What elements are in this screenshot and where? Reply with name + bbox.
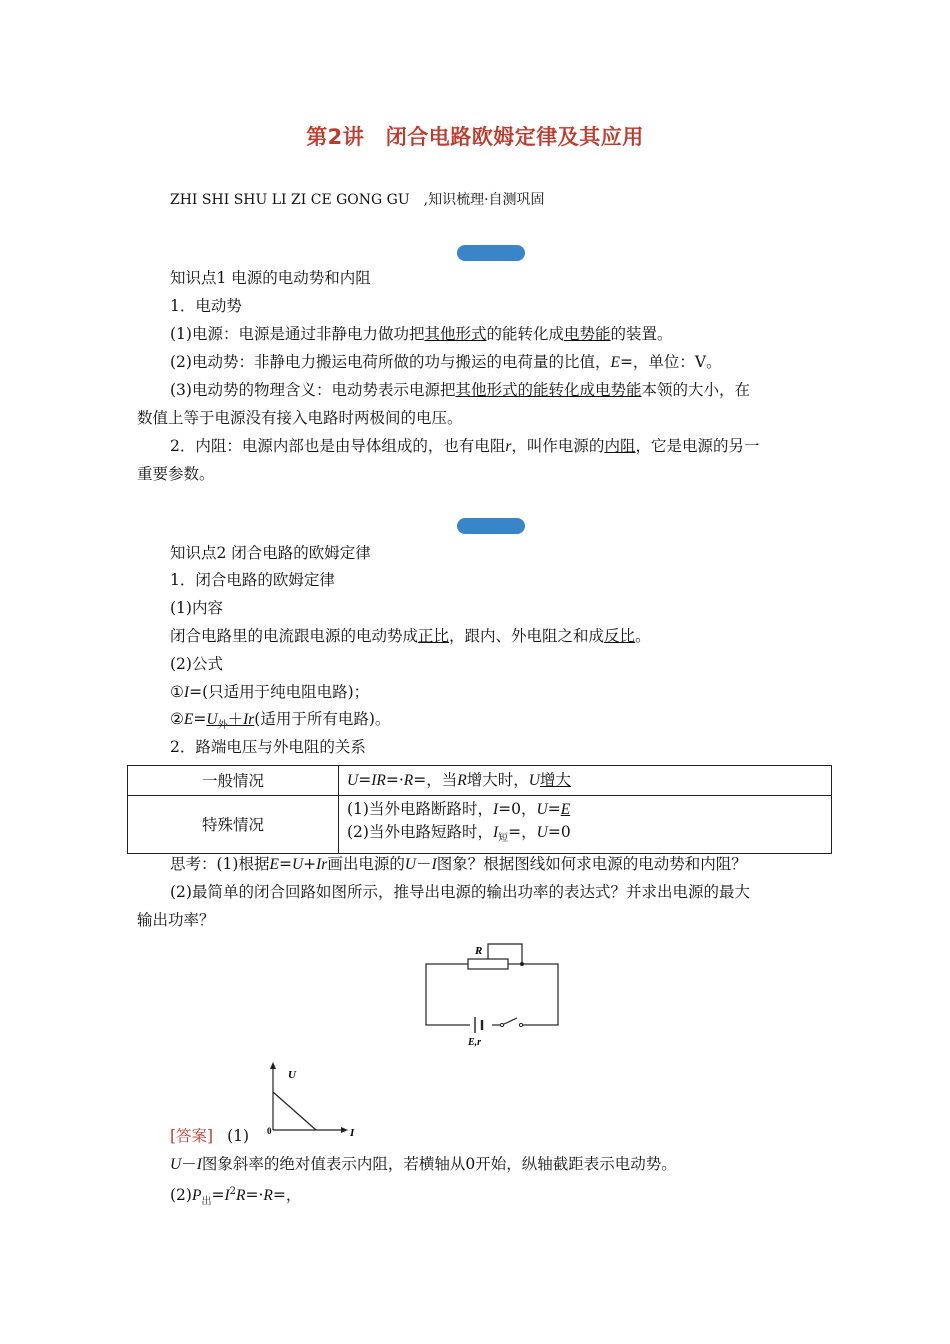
table-row	[128, 796, 832, 854]
answer-tag: [答案]	[170, 1127, 214, 1145]
rheostat-label: R	[475, 945, 483, 957]
table-cell-content: U=IR=·R=，当R增大时，U增大	[339, 766, 832, 796]
table-cell-label: 一般情况	[128, 766, 339, 796]
x-axis-arrow-icon	[341, 1127, 348, 1133]
k2-line-5: ①I=(只适用于纯电阻电路)；	[170, 683, 370, 701]
y-axis-label: U	[288, 1069, 296, 1081]
ui-line	[273, 1092, 316, 1130]
junction-dot	[520, 962, 524, 966]
voltage-resistance-table	[127, 765, 832, 854]
page-title: 第2讲 闭合电路欧姆定律及其应用	[306, 125, 644, 149]
k2-line-7: 2．路端电压与外电阻的关系	[170, 738, 366, 756]
k1-line-6: 2．内阻：电源内部也是由导体组成的，也有电阻r，叫作电源的内阻，它是电源的另一	[170, 437, 760, 455]
k1-line-3: (2)电动势：非静电力搬运电荷所做的功与搬运的电荷量的比值，E=，单位：V。	[170, 353, 722, 371]
answer-line-0: [答案] (1)	[170, 1127, 250, 1145]
table-cell-content: (1)当外电路断路时，I=0，U=E (2)当外电路短路时，$I_短=$，U=0	[339, 796, 832, 854]
x-axis-label: I	[350, 1127, 355, 1139]
section-marker-2	[457, 518, 525, 534]
ui-graph	[264, 1060, 364, 1140]
k2-line-4: (2)公式	[170, 655, 223, 673]
k2-heading: 知识点2 闭合电路的欧姆定律	[170, 544, 371, 562]
section-marker-1	[457, 245, 525, 261]
answer-line-1: U－I图象斜率的绝对值表示内阻，若横轴从0开始，纵轴截距表示电动势。	[170, 1155, 677, 1173]
k2-line-6: $②E=U_外+Ir$(适用于所有电路)。	[170, 710, 391, 732]
k1-line-7: 重要参数。	[137, 465, 215, 483]
table-row	[128, 766, 832, 796]
answer-line-2: $(2)P_出=I^2R=\cdot R=$，	[170, 1186, 302, 1208]
think-line-1: 思考：(1)根据E=U+Ir画出电源的U－I图象？根据图线如何求电源的电动势和内阻？	[170, 855, 747, 873]
k1-line-1: 1．电动势	[170, 297, 242, 315]
circuit-wire-loop	[426, 964, 558, 1025]
k2-line-1: 1．闭合电路的欧姆定律	[170, 571, 335, 589]
k1-line-5: 数值上等于电源没有接入电路时两极间的电压。	[137, 409, 463, 427]
origin-label: 0	[267, 1126, 272, 1136]
k1-heading: 知识点1 电源的电动势和内阻	[170, 269, 371, 287]
rheostat-icon	[468, 959, 508, 969]
battery-label: E,r	[468, 1037, 482, 1048]
section-subtitle: ZHI SHI SHU LI ZI CE GONG GU ,知识梳理·自测巩固	[170, 192, 545, 208]
table-cell-label: 特殊情况	[128, 796, 339, 854]
k2-line-2: (1)内容	[170, 599, 223, 617]
k2-line-3: 闭合电路里的电流跟电源的电动势成正比，跟内、外电阻之和成反比。	[170, 627, 651, 645]
circuit-diagram	[420, 938, 565, 1050]
y-axis-arrow-icon	[270, 1062, 276, 1069]
k1-line-2: (1)电源：电源是通过非静电力做功把其他形式的能转化成电势能的装置。	[170, 325, 673, 343]
think-line-2: (2)最简单的闭合回路如图所示，推导出电源的输出功率的表达式？并求出电源的最大	[170, 883, 750, 901]
k1-line-4: (3)电动势的物理含义：电动势表示电源把其他形式的能转化成电势能本领的大小，在	[170, 381, 750, 399]
think-line-3: 输出功率？	[137, 911, 215, 929]
